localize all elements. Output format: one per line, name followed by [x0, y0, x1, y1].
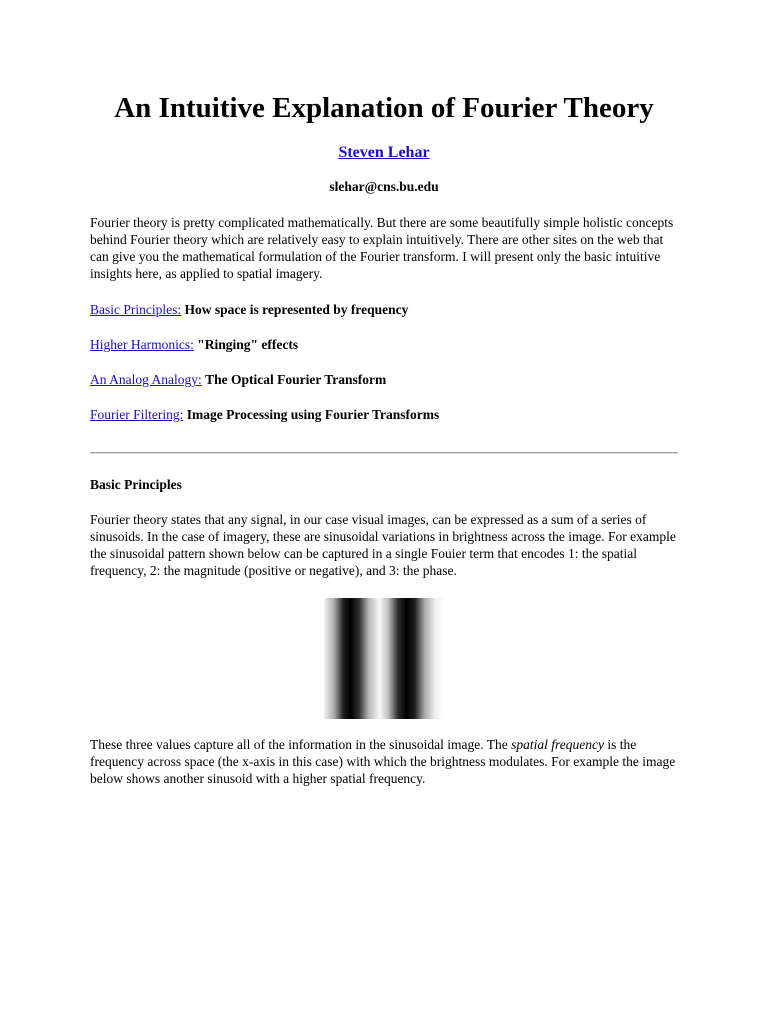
basic-principles-paragraph: Fourier theory states that any signal, in our case visual images, can be expressed as a sum of a series of sinusoids. In the case of imagery, these are sinusoidal variations in brightness across the image. For example the sinusoidal pattern shown below can be captured in a single Fouier term that encodes 1: the spatial frequency, 2: the magnitude (positive or negative), and 3: the phase. — [90, 512, 676, 578]
para2-start: These three values capture all of the information in the sinusoidal image. The — [90, 737, 512, 752]
toc-desc-basic-principles: How space is represented by frequency — [184, 302, 409, 317]
spatial-frequency-paragraph — [90, 736, 682, 787]
toc-link-fourier-filtering[interactable]: Fourier Filtering: — [90, 407, 184, 422]
toc-desc-fourier-filtering: Image Processing using Fourier Transforms — [186, 407, 440, 422]
section-heading-basic-principles: Basic Principles — [90, 477, 182, 492]
grating-fill — [324, 598, 445, 719]
intro-paragraph: Fourier theory is pretty complicated mathematically. But there are some beautifully simple holistic concepts behind Fourier theory which are relatively easy to explain intuitively. There are other sites on the web that can give you the mathematical formulation of the Fourier transform. I will present only the basic intuitive insights here, as applied to spatial imagery. — [90, 215, 674, 281]
author-email: slehar@cns.bu.edu — [329, 179, 439, 194]
sinusoid-grating-image — [324, 598, 445, 719]
toc-link-analog-analogy[interactable]: An Analog Analogy: — [90, 372, 202, 387]
para2-end: is the frequency across space (the x-axis in this case) with which the brightness modulates. For example the image below shows another sinusoid with a higher spatial frequency. — [90, 737, 676, 786]
toc-item-fourier-filtering — [90, 406, 690, 424]
spatial-frequency-term: spatial frequency — [511, 737, 604, 752]
toc-item-higher-harmonics — [90, 336, 690, 354]
toc-link-basic-principles[interactable]: Basic Principles: — [90, 302, 182, 317]
horizontal-rule — [90, 452, 678, 454]
toc-item-basic-principles — [90, 301, 690, 319]
toc-desc-higher-harmonics: "Ringing" effects — [197, 337, 299, 352]
author-line — [0, 142, 768, 164]
toc-item-analog-analogy — [90, 371, 690, 389]
toc-link-higher-harmonics[interactable]: Higher Harmonics: — [90, 337, 194, 352]
toc-desc-analog-analogy: The Optical Fourier Transform — [205, 372, 387, 387]
author-link[interactable]: Steven Lehar — [338, 144, 430, 161]
page-title: An Intuitive Explanation of Fourier Theory — [114, 92, 654, 124]
